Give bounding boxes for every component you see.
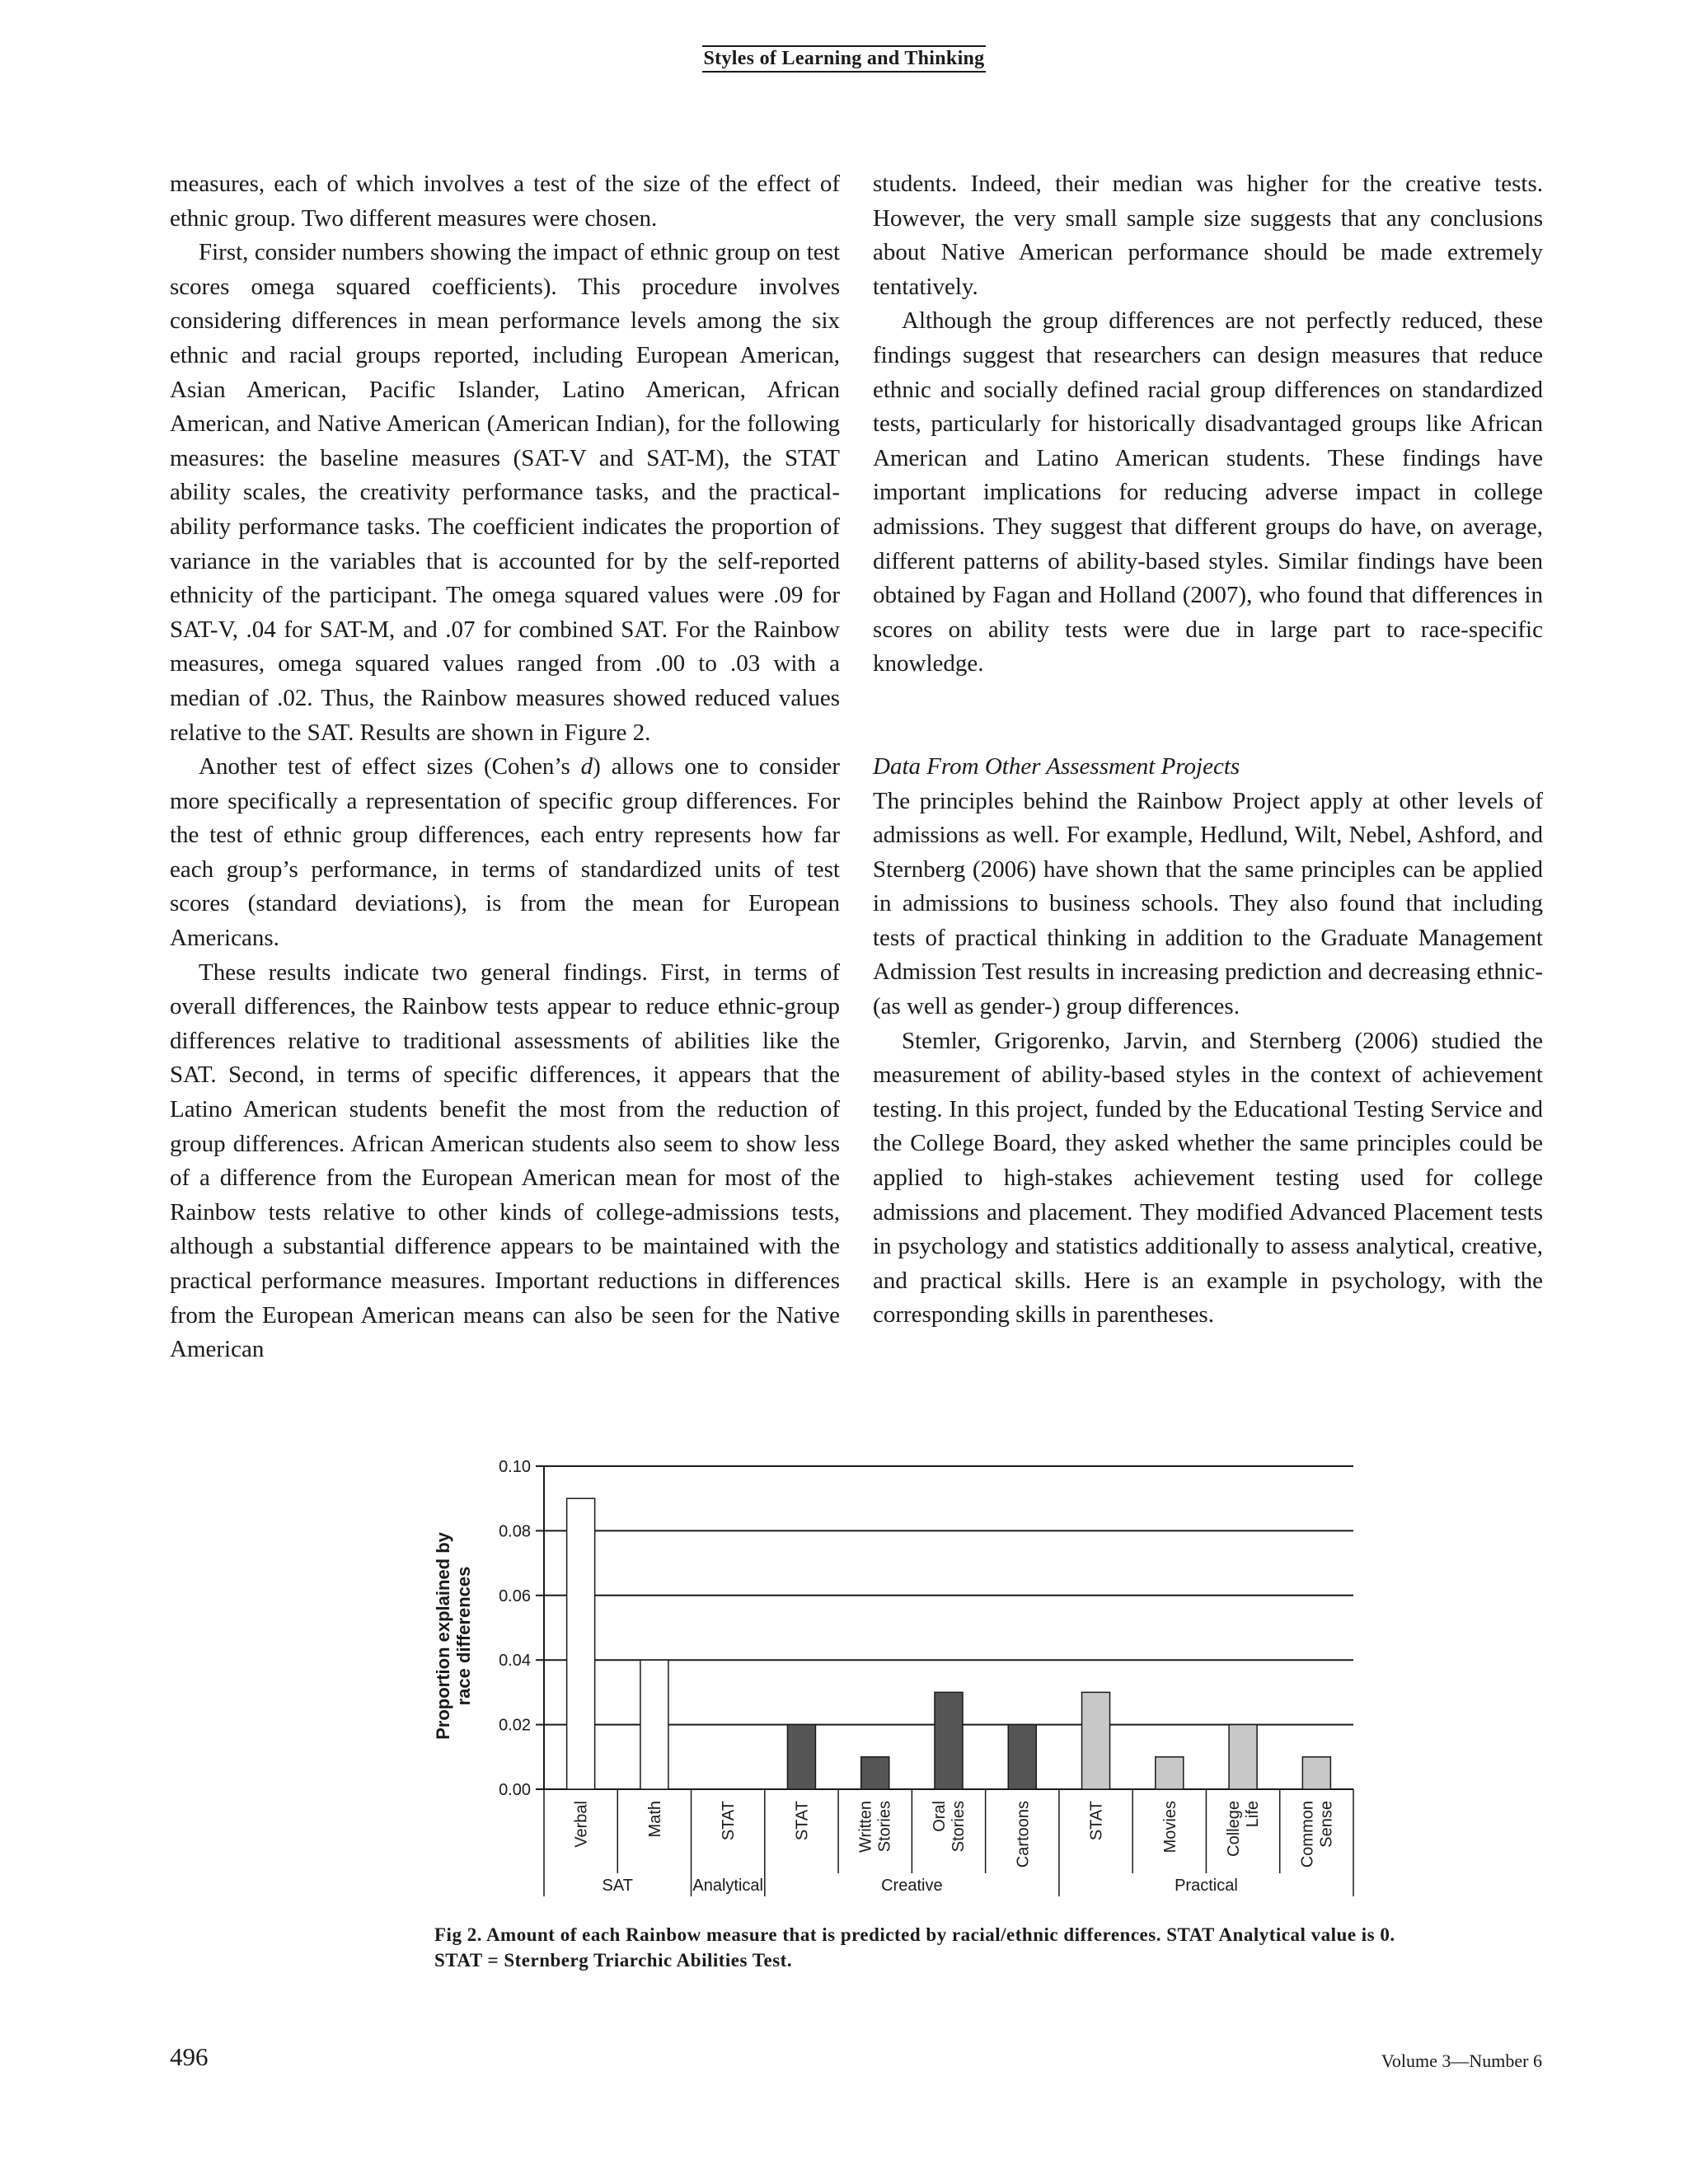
group-label: Practical bbox=[1175, 1877, 1238, 1895]
paragraph: students. Indeed, their median was higher for the creative tests. However, the very small sample size suggests that any conclusions about Native American performance should be made extremely tentatively. bbox=[873, 171, 1543, 300]
y-tick-label: 0.06 bbox=[499, 1586, 531, 1605]
bar bbox=[1229, 1725, 1257, 1789]
category-label: STAT bbox=[720, 1801, 738, 1841]
paragraph: First, consider numbers showing the impact of ethnic group on test scores omega squared coefficients). This procedure involves considering differences in mean performance levels among the six ethnic and racial groups reported, including European American, Asian American, Pacific Islander, Latino American, African American, and Native American (American Indian), for the following measures: the baseline measures (SAT-V and SAT-M), the STAT ability scales, the creativity performance tasks, and the practical-ability performance tasks. The coefficient indicates the proportion of variance in the variables that is accounted for by the self-reported ethnicity of the participant. The omega squared values were .09 for SAT-V, .04 for SAT-M, and .07 for combined SAT. For the Rainbow measures, omega squared values ranged from .00 to .03 with a median of .02. Thus, the Rainbow measures showed reduced values relative to the SAT. Results are shown in Figure 2. bbox=[170, 239, 840, 746]
y-axis-label: race differences bbox=[453, 1566, 474, 1706]
group-label: Analytical bbox=[692, 1877, 763, 1895]
page-number: 496 bbox=[170, 2042, 209, 2071]
bar bbox=[567, 1498, 595, 1789]
paragraph: Stemler, Grigorenko, Jarvin, and Sternberg (2006) studied the measurement of ability-based styles in the context of achievement testing. In this project, funded by the Educational Testing Service and the College Board, they asked whether the same principles could be applied to high-stakes achievement testing used for college admissions and placement. They modified Advanced Placement tests in psychology and statistics additionally to assess analytical, creative, and practical skills. Here is an example in psychology, with the corresponding skills in parentheses. bbox=[873, 1027, 1543, 1329]
figure-caption-text: Amount of each Rainbow measure that is predicted by racial/ethnic differences. STAT Analytical value is 0. STAT = Sternberg Triarchic Abilities Test. bbox=[434, 1924, 1395, 1971]
paragraph: Although the group differences are not perfectly reduced, these findings suggest that researchers can design measures that reduce ethnic and socially defined racial group differences on standardized tests, particularly for historically disadvantaged groups like African American and Latino American students. These findings have important implications for reducing adverse impact in college admissions. They suggest that different groups do have, on average, different patterns of ability-based styles. Similar findings have been obtained by Fagan and Holland (2007), who found that differences in scores on ability tests were due in large part to race-specific knowledge. bbox=[873, 307, 1543, 677]
bar-chart bbox=[412, 1438, 1401, 1900]
category-label: STAT bbox=[1087, 1801, 1106, 1841]
category-label: Sense bbox=[1317, 1801, 1336, 1848]
category-label: Math bbox=[645, 1801, 664, 1838]
category-label: Oral bbox=[931, 1801, 949, 1832]
figure-caption bbox=[434, 1922, 1407, 1973]
y-axis-label: Proportion explained by bbox=[433, 1532, 453, 1740]
paragraph bbox=[170, 750, 840, 956]
paragraph-text: ) allows one to consider more specifically a representation of specific group differences. For the test of ethnic group differences, each entry represents how far each group’s performance, in terms of standardized units of test scores (standard deviations), is from the mean for European Americans. bbox=[170, 753, 840, 952]
bar bbox=[1082, 1692, 1110, 1789]
category-label: Written bbox=[856, 1801, 875, 1853]
running-title: Styles of Learning and Thinking bbox=[702, 45, 987, 73]
right-column bbox=[873, 167, 1543, 1333]
category-label: Cartoons bbox=[1014, 1801, 1033, 1868]
category-label: Verbal bbox=[572, 1801, 591, 1848]
cohens-d-symbol: d bbox=[580, 753, 593, 780]
y-tick-label: 0.08 bbox=[499, 1522, 531, 1541]
bar bbox=[1302, 1757, 1330, 1789]
bar bbox=[1156, 1757, 1184, 1789]
paragraph-text: Another test of effect sizes (Cohen’s bbox=[199, 753, 581, 780]
group-label: SAT bbox=[602, 1877, 633, 1895]
figure-2 bbox=[412, 1438, 1401, 1900]
category-label: Common bbox=[1298, 1801, 1317, 1868]
bar bbox=[935, 1692, 963, 1789]
paragraph: These results indicate two general findings. First, in terms of overall differences, the Rainbow tests appear to reduce ethnic-group differences relative to traditional assessments of abilities like the SAT. Second, in terms of specific differences, it appears that the Latino American students benefit the most from the reduction of group differences. African American students also seem to show less of a difference from the European American mean for most of the Rainbow tests relative to other kinds of college-admissions tests, although a substantial difference appears to be maintained with the practical performance measures. Important reductions in differences from the European American means can also be seen for the Native American bbox=[170, 958, 840, 1363]
bar bbox=[861, 1757, 889, 1789]
left-column bbox=[170, 167, 840, 1367]
bar bbox=[640, 1660, 668, 1789]
volume-info: Volume 3—Number 6 bbox=[1381, 2050, 1542, 2071]
y-tick-label: 0.04 bbox=[499, 1652, 531, 1671]
group-label: Creative bbox=[881, 1877, 943, 1895]
bar bbox=[787, 1725, 815, 1789]
category-label: Movies bbox=[1160, 1801, 1179, 1854]
category-label: Stories bbox=[875, 1801, 894, 1853]
category-label: College bbox=[1225, 1801, 1244, 1857]
y-tick-label: 0.02 bbox=[499, 1716, 531, 1735]
section-subheading: Data From Other Assessment Projects bbox=[873, 752, 1240, 780]
category-label: STAT bbox=[793, 1801, 812, 1841]
category-label: Life bbox=[1244, 1801, 1263, 1828]
y-tick-label: 0.10 bbox=[499, 1458, 531, 1476]
paragraph: The principles behind the Rainbow Project apply at other levels of admissions as well. For example, Hedlund, Wilt, Nebel, Ashford, and Sternberg (2006) have shown that the same principles can be applied in admissions to business schools. They also found that including tests of practical thinking in addition to the Graduate Management Admission Test results in increasing prediction and decreasing ethnic- (as well as gender-) group differences. bbox=[873, 787, 1543, 1020]
category-label: Stories bbox=[950, 1801, 968, 1853]
paragraph: measures, each of which involves a test of the size of the effect of ethnic group. Two different measures were chosen. bbox=[170, 171, 840, 232]
y-tick-label: 0.00 bbox=[499, 1781, 531, 1799]
bar bbox=[1008, 1725, 1036, 1789]
figure-label: Fig 2. bbox=[434, 1924, 482, 1945]
running-head bbox=[0, 48, 1688, 70]
